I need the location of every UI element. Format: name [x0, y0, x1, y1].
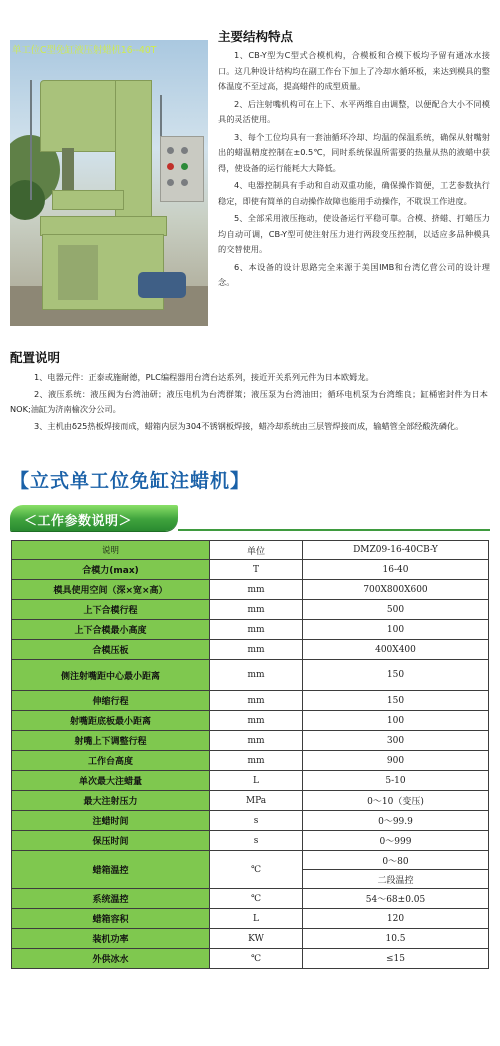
- param-unit: T: [210, 560, 303, 580]
- structure-item: 5、全部采用液压拖动，使设备运行平稳可靠。合模、挤蜡、打蜡压力均自动可调，CB-Y型可使注射压力进行两段变压控制，以适应多品种模具的交替使用。: [218, 213, 490, 254]
- param-name: 上下合模最小高度: [12, 620, 210, 640]
- table-row: [12, 909, 489, 929]
- header-description: 说明: [12, 541, 210, 560]
- product-title: 【立式单工位免缸注蜡机】: [10, 470, 251, 492]
- table-row: [12, 691, 489, 711]
- param-unit: ℃: [210, 851, 303, 889]
- param-unit: mm: [210, 751, 303, 771]
- param-value: 100: [303, 620, 489, 640]
- structure-item: 3、每个工位均具有一套油循环冷却、均温的保温系统，确保从射嘴射出的蜡温精度控制在±0.5℃，同时系统保温所需要的热量从热的液蜡中获得，使设备的运行能耗大大降低。: [218, 131, 490, 173]
- table-row: [12, 949, 489, 969]
- param-value: 400X400: [303, 640, 489, 660]
- machine-base-door: [58, 245, 98, 300]
- param-name: 系统温控: [12, 889, 210, 909]
- structure-item: 2、后注射嘴机构可在上下、水平两维自由调整，以便配合大小不同模具的灵活使用。: [218, 98, 490, 124]
- header-model: DMZ09-16-40CB-Y: [303, 541, 489, 560]
- table-row: [12, 889, 489, 909]
- param-value: 100: [303, 711, 489, 731]
- param-unit: mm: [210, 711, 303, 731]
- param-name: 侧注射嘴距中心最小距离: [12, 660, 210, 691]
- background-pole: [30, 80, 32, 200]
- table-row: [12, 831, 489, 851]
- params-table: [11, 540, 489, 969]
- param-unit: mm: [210, 640, 303, 660]
- ribbon-divider: [178, 529, 490, 531]
- param-name: 模具使用空间（深×宽×高）: [12, 580, 210, 600]
- param-name: 装机功率: [12, 929, 210, 949]
- table-row: [12, 560, 489, 580]
- table-header-row: [12, 541, 489, 560]
- param-name: 蜡箱温控: [12, 851, 210, 889]
- table-row: [12, 851, 489, 870]
- table-row: [12, 791, 489, 811]
- config-item: 1、电器元件：正泰或施耐德，PLC编程器用台湾台达系列，接近开关系列元件为日本欧姆龙。: [34, 372, 374, 382]
- structure-list: [218, 48, 490, 293]
- param-name: 射嘴上下调整行程: [12, 731, 210, 751]
- structure-item: 4、电器控制具有手动和自动双重功能，确保操作简便，工艺参数执行稳定，即使有简单的自动操作故障也能用手动操作，不耽误工作进度。: [218, 180, 490, 206]
- table-row: [12, 660, 489, 691]
- param-name: 最大注射压力: [12, 791, 210, 811]
- param-value: 120: [303, 909, 489, 929]
- param-unit: mm: [210, 731, 303, 751]
- param-unit: s: [210, 811, 303, 831]
- param-unit: mm: [210, 580, 303, 600]
- param-value: 500: [303, 600, 489, 620]
- param-name: 合模压板: [12, 640, 210, 660]
- table-row: [12, 580, 489, 600]
- table-row: [12, 929, 489, 949]
- param-name: 射嘴距底板最小距离: [12, 711, 210, 731]
- param-value: 900: [303, 751, 489, 771]
- table-row: [12, 751, 489, 771]
- param-unit: ℃: [210, 949, 303, 969]
- machine-worktable: [40, 216, 167, 236]
- param-name: 保压时间: [12, 831, 210, 851]
- background-bush: [10, 180, 45, 220]
- table-row: [12, 731, 489, 751]
- header-unit: 单位: [210, 541, 303, 560]
- param-name: 外供冰水: [12, 949, 210, 969]
- param-unit: mm: [210, 600, 303, 620]
- param-value-secondary: 二段温控: [303, 870, 489, 889]
- table-row: [12, 620, 489, 640]
- control-cabinet: [160, 136, 204, 202]
- param-value: ≤15: [303, 949, 489, 969]
- param-unit: mm: [210, 691, 303, 711]
- param-unit: MPa: [210, 791, 303, 811]
- param-value: 54～68±0.05: [303, 889, 489, 909]
- param-value: 150: [303, 660, 489, 691]
- param-value: 0～10（变压): [303, 791, 489, 811]
- machine-platen: [52, 190, 124, 210]
- param-value: 0～999: [303, 831, 489, 851]
- param-unit: mm: [210, 660, 303, 691]
- param-value: 150: [303, 691, 489, 711]
- machine-photo: [10, 40, 208, 326]
- param-name: 合模力(max): [12, 560, 210, 580]
- table-row: [12, 771, 489, 791]
- param-unit: s: [210, 831, 303, 851]
- param-unit: KW: [210, 929, 303, 949]
- param-value: 10.5: [303, 929, 489, 949]
- param-value: 0～99.9: [303, 811, 489, 831]
- structure-title: 主要结构特点: [218, 29, 294, 44]
- param-name: 注蜡时间: [12, 811, 210, 831]
- config-item: 3、主机由δ25热板焊接而成，蜡箱内层为304不锈钢板焊接，蜡冷却系统由三层管焊接而成，输蜡管全部经酸洗磷化。: [34, 420, 464, 431]
- structure-item: 1、CB-Y型为C型式合模机构，合模板和合模下板均予留有通冰水接口。这几种设计结构均在副工作台下加上了冷却水循环板，来达到模具的整体温度不至过高，提高蜡件的成型质量。: [218, 50, 490, 91]
- params-ribbon-label: ＜工作参数说明＞: [24, 514, 133, 529]
- param-name: 单次最大注蜡量: [12, 771, 210, 791]
- param-name: 上下合模行程: [12, 600, 210, 620]
- config-title: 配置说明: [10, 350, 61, 365]
- table-row: [12, 811, 489, 831]
- table-row: [12, 640, 489, 660]
- table-row: [12, 711, 489, 731]
- param-value: 700X800X600: [303, 580, 489, 600]
- photo-caption: 单工位C型免缸液压射蜡机16--40T: [12, 45, 157, 56]
- param-value: 5-10: [303, 771, 489, 791]
- config-item: 2、液压系统：液压阀为台湾油研；液压电机为台湾群策；液压泵为台湾油田；循环电机泵为台湾维良；缸桶密封件为日本NOK;油缸为济南榆次分公司。: [10, 388, 488, 414]
- param-name: 工作台高度: [12, 751, 210, 771]
- config-list: [10, 370, 488, 435]
- param-unit: ℃: [210, 889, 303, 909]
- hydraulic-motor: [138, 272, 186, 298]
- param-value: 300: [303, 731, 489, 751]
- param-unit: L: [210, 909, 303, 929]
- param-value: 0～80: [303, 851, 489, 870]
- param-name: 蜡箱容积: [12, 909, 210, 929]
- param-value: 16-40: [303, 560, 489, 580]
- structure-item: 6、本设备的设计思路完全来源于美国IMB和台湾亿营公司的设计理念。: [218, 261, 490, 287]
- param-unit: mm: [210, 620, 303, 640]
- param-unit: L: [210, 771, 303, 791]
- params-ribbon: [10, 505, 178, 531]
- table-row: [12, 600, 489, 620]
- param-name: 伸缩行程: [12, 691, 210, 711]
